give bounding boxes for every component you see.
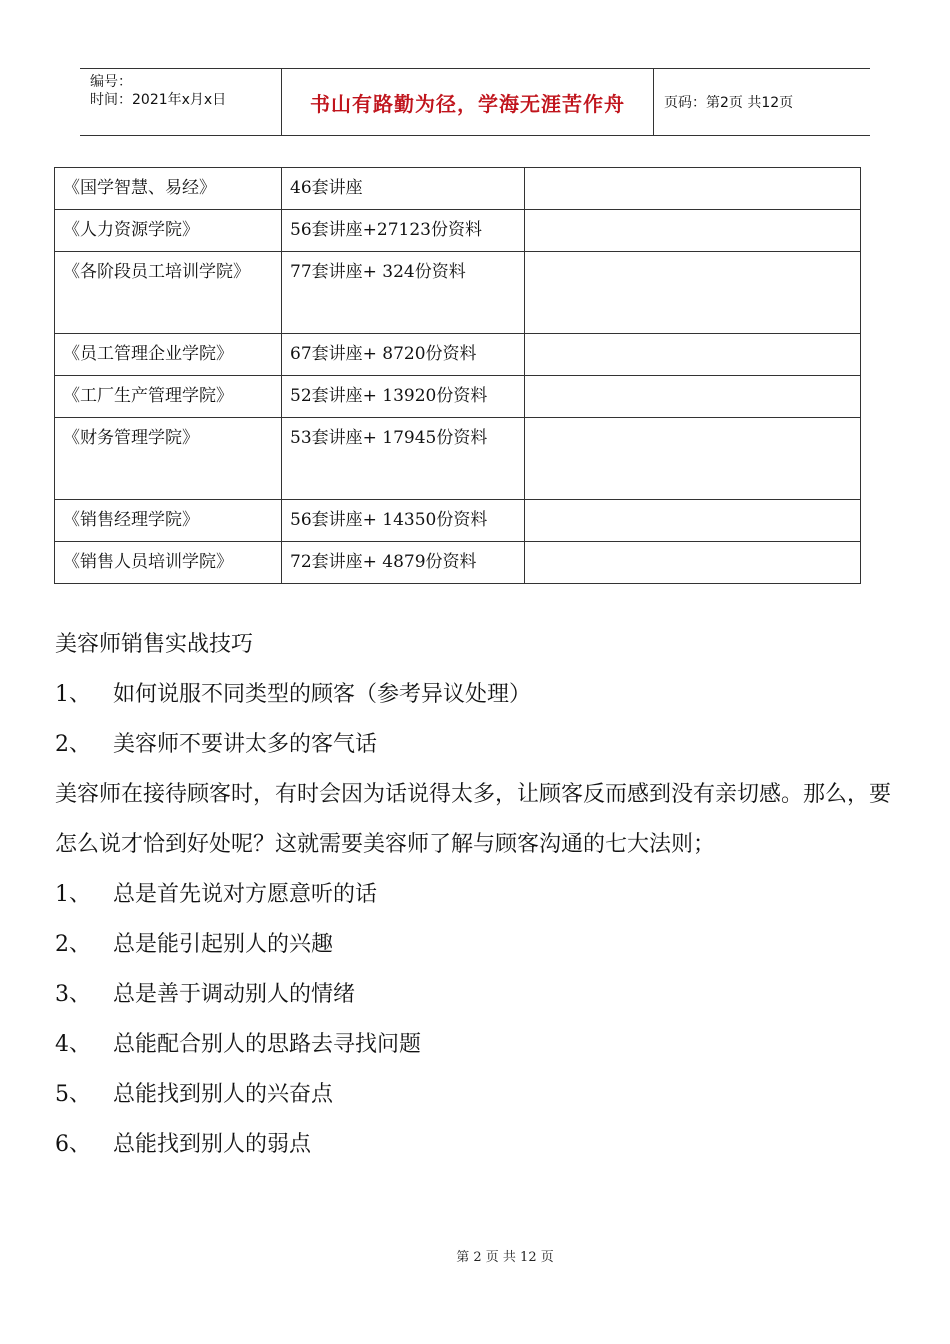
list-item-text: 美容师不要讲太多的客气话	[113, 732, 378, 757]
list-item	[55, 870, 897, 920]
row-count: 67套讲座+ 8720份资料	[282, 334, 525, 376]
header-page-info: 页码：第2页 共12页	[664, 95, 794, 111]
list-item-text: 如何说服不同类型的顾客（参考异议处理）	[113, 682, 532, 707]
row-count: 72套讲座+ 4879份资料	[282, 542, 525, 584]
row-note	[525, 542, 861, 584]
list-item	[55, 720, 897, 770]
list-item-text: 总能找到别人的兴奋点	[113, 1082, 334, 1107]
header-meta	[80, 69, 282, 135]
table-row	[55, 376, 861, 418]
list-item-text: 总能找到别人的弱点	[113, 1132, 312, 1157]
row-note	[525, 418, 861, 500]
page-footer	[0, 1246, 950, 1265]
catalog-table	[54, 167, 861, 584]
list-item	[55, 1070, 897, 1120]
list-item-number: 1、	[55, 882, 91, 907]
row-name: 《财务管理学院》	[55, 418, 282, 500]
list-item	[55, 1020, 897, 1070]
list-item-number: 4、	[55, 1032, 91, 1057]
row-note	[525, 376, 861, 418]
row-count: 52套讲座+ 13920份资料	[282, 376, 525, 418]
list-item-number: 2、	[55, 732, 91, 757]
table-row	[55, 252, 861, 334]
row-note	[525, 252, 861, 334]
article-body	[55, 620, 897, 1170]
list-item	[55, 670, 897, 720]
list-item-number: 1、	[55, 682, 91, 707]
row-name: 《员工管理企业学院》	[55, 334, 282, 376]
doc-date: 时间：2021年x月x日	[90, 92, 227, 108]
row-note	[525, 168, 861, 210]
article-paragraph: 美容师在接待顾客时，有时会因为话说得太多，让顾客反而感到没有亲切感。那么，要怎么说才恰到好处呢？这就需要美容师了解与顾客沟通的七大法则；	[55, 782, 892, 857]
row-name: 《国学智慧、易经》	[55, 168, 282, 210]
list-item-number: 5、	[55, 1082, 91, 1107]
row-name: 《销售人员培训学院》	[55, 542, 282, 584]
table-row	[55, 334, 861, 376]
list-item-text: 总是首先说对方愿意听的话	[113, 882, 378, 907]
table-row	[55, 542, 861, 584]
header-motto-cell	[282, 69, 654, 135]
page-header	[80, 68, 870, 136]
header-page-cell	[654, 69, 870, 135]
row-note	[525, 500, 861, 542]
list-item	[55, 1120, 897, 1170]
list-item	[55, 970, 897, 1020]
row-count: 46套讲座	[282, 168, 525, 210]
list-item-number: 6、	[55, 1132, 91, 1157]
list-item-text: 总是善于调动别人的情绪	[113, 982, 356, 1007]
row-count: 53套讲座+ 17945份资料	[282, 418, 525, 500]
list-item-number: 3、	[55, 982, 91, 1007]
row-name: 《各阶段员工培训学院》	[55, 252, 282, 334]
table-row	[55, 500, 861, 542]
row-name: 《人力资源学院》	[55, 210, 282, 252]
list-item-text: 总能配合别人的思路去寻找问题	[113, 1032, 422, 1057]
row-count: 56套讲座+ 14350份资料	[282, 500, 525, 542]
row-name: 《工厂生产管理学院》	[55, 376, 282, 418]
row-count: 77套讲座+ 324份资料	[282, 252, 525, 334]
list-item-number: 2、	[55, 932, 91, 957]
table-row	[55, 418, 861, 500]
row-note	[525, 210, 861, 252]
doc-number-label: 编号：	[90, 74, 132, 90]
table-row	[55, 210, 861, 252]
list-item	[55, 920, 897, 970]
article-title: 美容师销售实战技巧	[55, 632, 254, 657]
header-motto: 书山有路勤为径，学海无涯苦作舟	[310, 91, 625, 116]
row-name: 《销售经理学院》	[55, 500, 282, 542]
footer-page-number: 第 2 页 共 12 页	[456, 1250, 554, 1265]
row-note	[525, 334, 861, 376]
table-row	[55, 168, 861, 210]
list-item-text: 总是能引起别人的兴趣	[113, 932, 334, 957]
row-count: 56套讲座+27123份资料	[282, 210, 525, 252]
